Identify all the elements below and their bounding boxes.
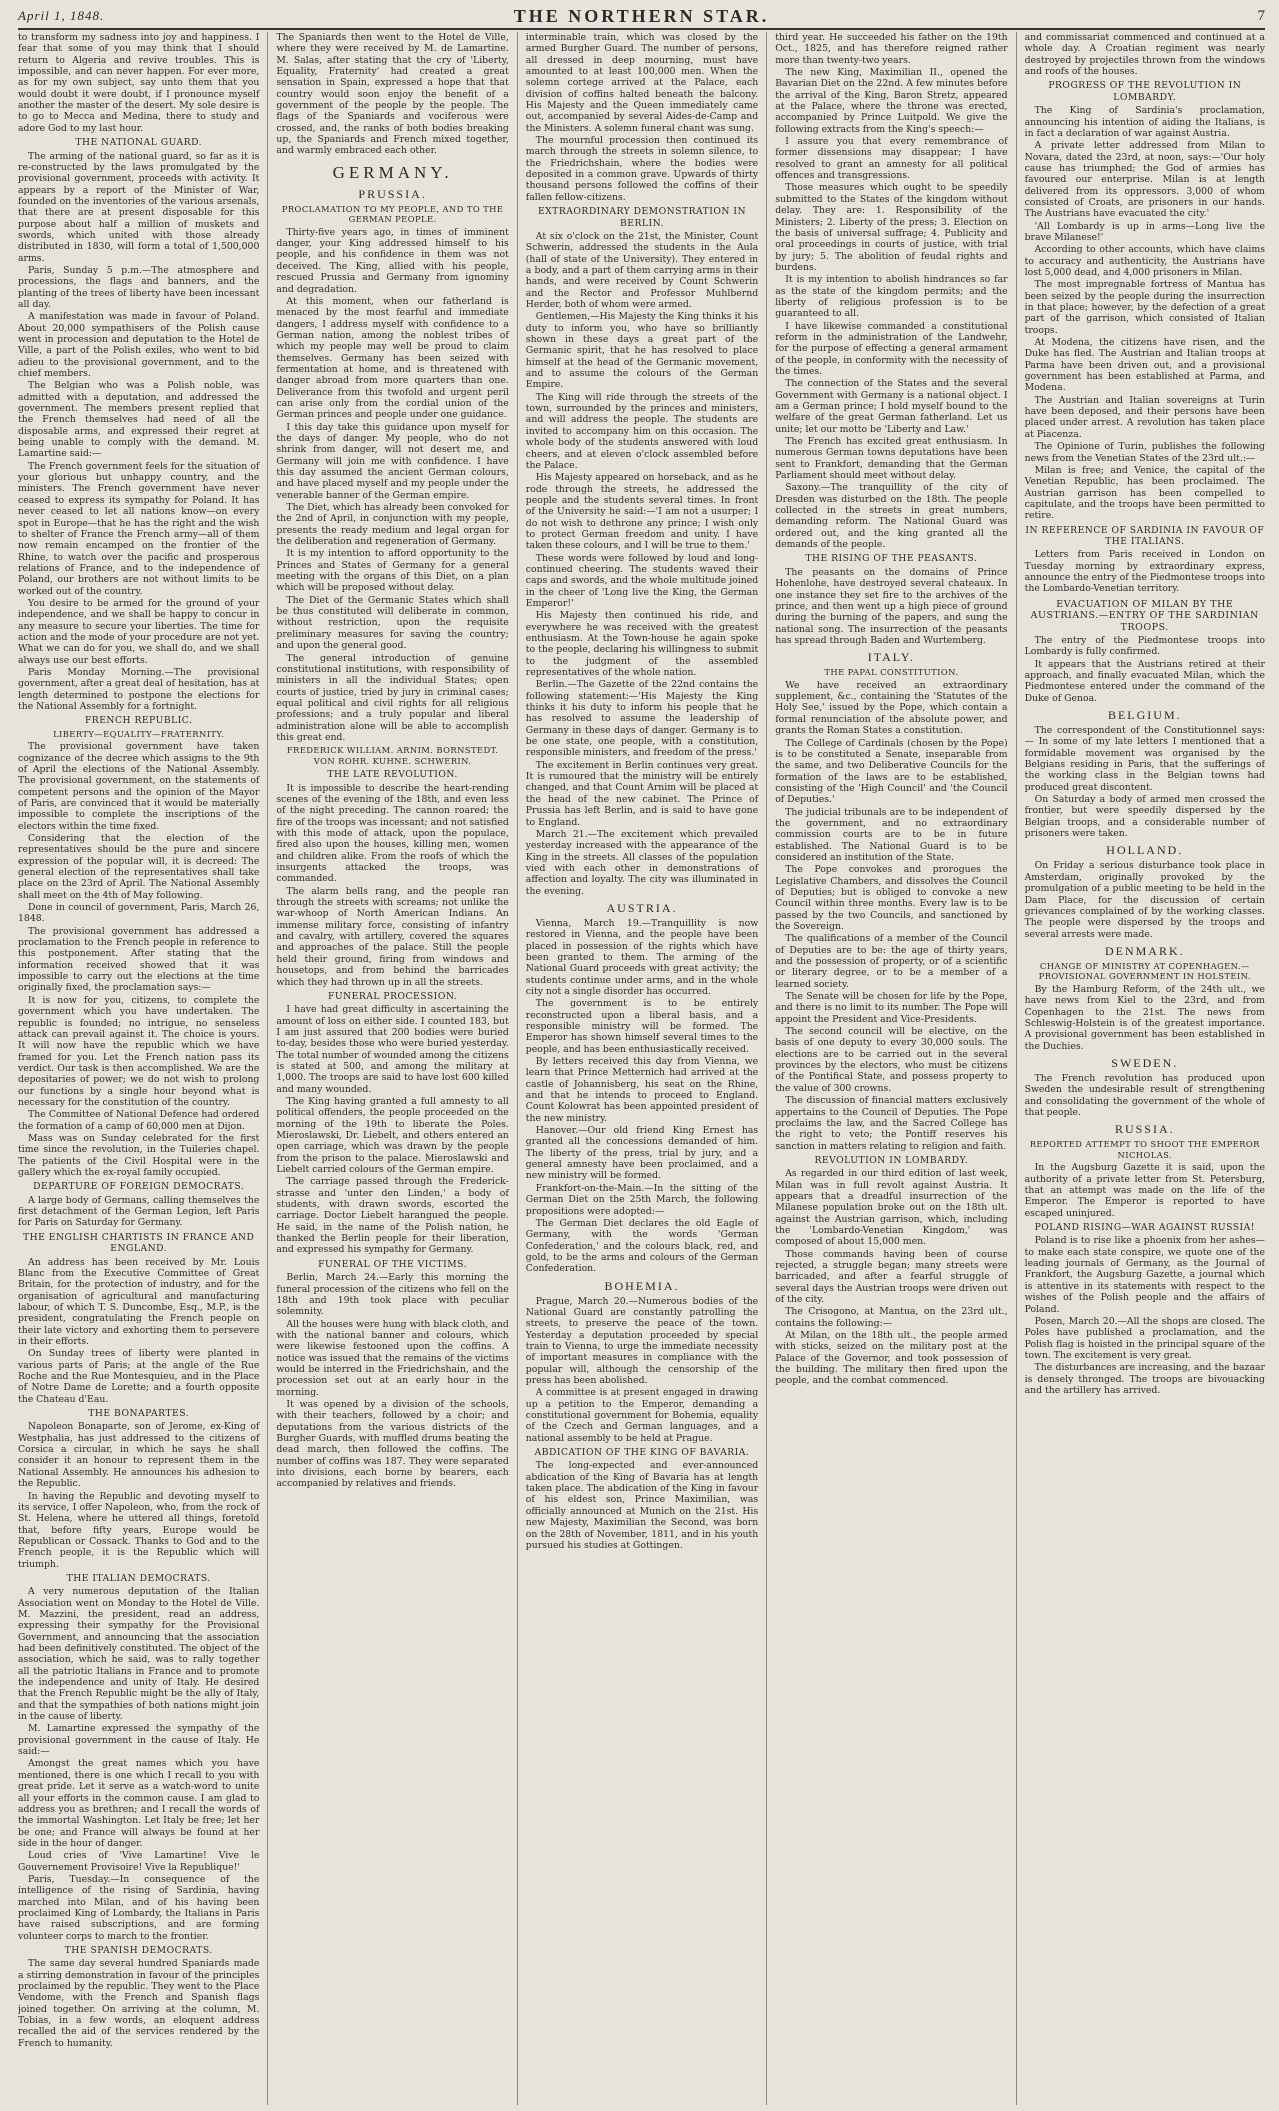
section-heading: THE NATIONAL GUARD. [75, 137, 203, 149]
article-paragraph: A manifestation was made in favour of Poland. About 20,000 sympathisers of the Polish cause went in procession and deputation to the Hotel de Ville, a part of the Polish exiles, who went to bid adieu to the provisional government, and to the chief members. [18, 311, 260, 380]
article-paragraph: On Friday a serious disturbance took place in Amsterdam, originally provoked by the promulgation of a public meeting to be held in the Dam Place, for the discussion of certain grievances complained of by the working classes. The people were dispersed by the troops and several arrests were made. [1024, 860, 1265, 940]
article-paragraph: We have received an extraordinary supplement, &c., containing the 'Statutes of the Holy See,' issued by the Pope, which contain a formal renunciation of the absolute power, and grants the Roman States a constitution. [775, 679, 1008, 737]
country-subheading: AUSTRIA. [606, 900, 678, 915]
article-paragraph: At this moment, when our fatherland is menaced by the most fearful and immediate dangers, I address myself with confidence to a German nation, among the noblest tribes of which my people may well be proud to claim themselves. Germany has been seized with fermentation at home, and is threatened with danger abroad from more quarters than one. Deliverance from this twofold and urgent peril can arise only from the cordial union of the German princes and people under one guidance. [276, 295, 509, 421]
article-paragraph: In having the Republic and devoting myself to its service, I offer Napoleon, who, from the rock of St. Helena, where he uttered all things, foretold that, before fifty years, Europe would be Republican or Cossack. Thanks to God and to the French people, it is the Republic which will triumph. [18, 1490, 260, 1570]
section-heading: EXTRAORDINARY DEMONSTRATION IN BERLIN. [537, 206, 747, 229]
section-heading: REVOLUTION IN LOMBARDY. [814, 1154, 969, 1166]
article-paragraph: A very numerous deputation of the Italian Association went on Monday to the Hotel de Ville. M. Mazzini, the president, read an address, expressing their sympathy for the Provisional Government, and announcing that the association had been definitively constituted. The object of the association, which he said, was to rally together all the patriotic Italians in France and to promote the independence and unity of Italy. He desired that the French Republic might be the ally of Italy, and that the sympathies of both nations might join in the cause of liberty. [18, 1586, 260, 1723]
country-heading: GERMANY. [332, 162, 453, 182]
article-paragraph: Paris, Sunday 5 p.m.—The atmosphere and processions, the flags and banners, and the planting of the trees of liberty have been incessant all day. [18, 264, 260, 310]
article-paragraph: The second council will be elective, on the basis of one deputy to every 30,000 souls. The elections are to be carried out in the several provinces by the electors, who must be citizens of the Pontifical State, and possess property to the value of 300 crowns. [775, 1026, 1008, 1094]
masthead [18, 4, 1265, 30]
article-paragraph: Loud cries of 'Vive Lamartine! Vive le Gouvernement Provisoire! Vive la Republique!' [18, 1850, 260, 1873]
article-paragraph: The Diet of the Germanic States which shall be thus constituted will deliberate in common, without restriction, upon the requisite preliminary measures for saving the country; and upon the general good. [276, 594, 509, 652]
article-paragraph: At Modena, the citizens have risen, and the Duke has fled. The Austrian and Italian troops at Parma have been driven out, and a provisional government has been established at Parma, and Modena. [1024, 337, 1265, 394]
article-paragraph: The French government feels for the situation of your glorious but unhappy country, and the ministers. The French government have never ceased to express its sympathy for Poland. It has never ceased to let all nations know—on every spot in Europe—that he has the right and the wish to shelter of France the French army—all of them now remain encamped on the frontier of the Rhine, to watch over the pacific and prosperous relations of France, and to the independence of Poland, our brothers are not without limits to be worked out of the country. [18, 460, 260, 597]
article-paragraph: By letters received this day from Vienna, we learn that Prince Metternich had arrived at the castle of Johannisberg, his seat on the Rhine, and that he intends to proceed to England. Count Kolowrat has been appointed president of the new ministry. [525, 1056, 759, 1124]
article-paragraph: The excitement in Berlin continues very great. It is rumoured that the ministry will be entirely changed, and that Count Arnim will be placed at the head of the new cabinet. The Prince of Prussia has left Berlin, and is said to have gone to England. [525, 759, 759, 828]
article-paragraph: Thirty-five years ago, in times of imminent danger, your King addressed himself to his people, and his confidence in them was not deceived. The King, allied with his people, rescued Prussia and Germany from ignominy and degradation. [276, 226, 509, 295]
section-heading: FUNERAL OF THE VICTIMS. [318, 1258, 468, 1270]
article-paragraph: In the Augsburg Gazette it is said, upon the authority of a private letter from St. Petersburg, that an attempt was made on the life of the Emperor. The Emperor is reported to have escaped uninjured. [1024, 1162, 1265, 1219]
article-paragraph: His Majesty appeared on horseback, and as he rode through the streets, he addressed the people and the students several times. In front of the University he said:—'I am not a usurper; I do not wish to dethrone any prince; I wish only to protect German freedom and unity. I have taken these colours, and I will be true to them.' [525, 472, 759, 552]
article-paragraph: Mass was on Sunday celebrated for the first time since the revolution, in the Tuileries chapel. The patients of the Civil Hospital were in the gallery which the ex-royal family occupied. [18, 1132, 260, 1178]
article-paragraph: The entry of the Piedmontese troops into Lombardy is fully confirmed. [1024, 634, 1265, 658]
article-paragraph: The same day several hundred Spaniards made a stirring demonstration in favour of the principles proclaimed by the republic. They went to the Place Vendome, with the French and Spanish flags joined together. On arriving at the column, M. Tobias, in a few words, an eloquent address recalled the aid of the services rendered by the French to humanity. [18, 1958, 260, 2049]
newspaper-title: THE NORTHERN STAR. [513, 5, 770, 26]
article-paragraph: Vienna, March 19.—Tranquillity is now restored in Vienna, and the people have been placed in possession of the rights which have been granted to them. The arming of the National Guard proceeds with great activity; the students continue under arms, and in the whole city not a single disorder has occurred. [525, 917, 759, 997]
section-heading: THE LATE REVOLUTION. [327, 769, 458, 781]
article-paragraph: The mournful procession then continued its march through the streets in solemn silence, to the Friedrichshain, where the bodies were deposited in a common grave. Upwards of thirty thousand persons followed the coffins of their fallen fellow-citizens. [525, 135, 759, 203]
article-paragraph: His Majesty then continued his ride, and everywhere he was received with the greatest enthusiasm. At the Town-house he again spoke to the people, declaring his willingness to submit to the judgment of the assembled representatives of the whole nation. [525, 610, 759, 679]
section-heading: THE SPANISH DEMOCRATS. [64, 1944, 213, 1956]
article-paragraph: The King will ride through the streets of the town, surrounded by the princes and ministers, and will address the people. The students are invited to accompany him on this occasion. The whole body of the students answered with loud cheers, and at eleven o'clock assembled before the Palace. [525, 391, 759, 471]
article-paragraph: The Pope convokes and prorogues the Legislative Chambers, and dissolves the Council of Deputies; but is obliged to convoke a new Council within three months. Every law is to be passed by the two Councils, and sanctioned by the Sovereign. [775, 864, 1008, 932]
page-number: 7 [1257, 7, 1265, 24]
article-paragraph: It was opened by a division of the schools, with their teachers, followed by a choir; and deputations from the various districts of the Burgher Guards, with muffled drums beating the dead march, then followed the coffins. The number of coffins was 187. They were separated into divisions, each borne by bearers, each accompanied by relatives and friends. [276, 1399, 509, 1490]
section-heading: PROGRESS OF THE REVOLUTION IN LOMBARDY. [1048, 80, 1242, 103]
article-paragraph: The Belgian who was a Polish noble, was admitted with a deputation, and addressed the government. The members present replied that the French themselves had need of all the disposable arms, and expressed their regret at being unable to comply with the demand. M. Lamartine said:— [18, 380, 260, 460]
article-paragraph: The Diet, which has already been convoked for the 2nd of April, in conjunction with my people, presents the ready medium and legal organ for the deliberation and regeneration of Germany. [276, 502, 509, 548]
article-paragraph: Considering that the election of the representatives should be the pure and sincere expression of the popular will, it is decreed: The general election of the representatives shall take place on the 23rd of April. The National Assembly shall meet on the 4th of May following. [18, 833, 260, 901]
article-paragraph: The Senate will be chosen for life by the Pope, and there is no limit to its number. The Pope will appoint the President and Vice-Presidents. [775, 991, 1008, 1025]
article-paragraph: As regarded in our third edition of last week, Milan was in full revolt against Austria. It appears that a dreadful insurrection of the Milanese population broke out on the 18th ult. against the Austrian garrison, which, including the 'Lombardo-Venetian Kingdom,' was composed of about 15,000 men. [775, 1168, 1008, 1248]
article-paragraph: The judicial tribunals are to be independent of the government, and no extraordinary commission courts are to be in future established. The National Guard is to be considered an institution of the State. [775, 806, 1008, 863]
article-paragraph: The disturbances are increasing, and the bazaar is densely thronged. The troops are bivouacking and the artillery has arrived. [1024, 1362, 1265, 1396]
article-paragraph: The French has excited great enthusiasm. In numerous German towns deputations have been sent to Frankfort, demanding that the German Parliament should meet without delay. [775, 436, 1008, 482]
article-paragraph: The carriage passed through the Frederick-strasse and 'unter den Linden,' a body of students, with drawn swords, escorted the carriage. Doctor Liebelt harangued the people. He said, in the name of the Polish nation, he thanked the Berlin people for their liberation, and expressed his sympathy for Germany. [276, 1176, 509, 1256]
article-paragraph: The Austrian and Italian sovereigns at Turin have been deposed, and their persons have been placed under arrest. A revolution has taken place at Piacenza. [1024, 394, 1265, 440]
subheading: THE PAPAL CONSTITUTION. [824, 667, 959, 678]
article-paragraph: The King of Sardinia's proclamation, announcing his intention of aiding the Italians, is in fact a declaration of war against Austria. [1024, 105, 1265, 139]
article-paragraph: The College of Cardinals (chosen by the Pope) is to be constituted a Senate, inseparable from the same, and two Deliberative Councils for the formation of the laws are to be established, consisting of the 'High Council' and 'the Council of Deputies.' [775, 737, 1008, 806]
section-heading: THE BONAPARTES. [88, 1408, 190, 1420]
article-paragraph: I this day take this guidance upon myself for the days of danger. My people, who do not shrink from danger, will not desert me, and Germany will join me with confidence. I have this day assumed the ancient German colours, and have placed myself and my people under the venerable banner of the German empire. [276, 421, 509, 501]
article-paragraph: M. Lamartine expressed the sympathy of the provisional government in the cause of Italy. He said:— [18, 1723, 260, 1758]
article-paragraph: The long-expected and ever-announced abdication of the King of Bavaria has at length taken place. The abdication of the King in favour of his eldest son, Prince Maximilian, was officially announced at Munich on the 21st. His new Majesty, Maximilian the Second, was born on the 28th of November, 1811, and in his youth pursued his studies at Gottingen. [525, 1460, 759, 1551]
country-subheading: HOLLAND. [1106, 843, 1184, 858]
article-paragraph: Those commands having been of course rejected, a struggle began; many streets were barricaded, and after a fearful struggle of several days the Austrian troops were driven out of the city. [775, 1248, 1008, 1306]
article-paragraph: Those measures which ought to be speedily submitted to the States of the kingdom without delay. They are: 1. Responsibility of the Ministers; 2. Liberty of the press; 3. Election on the basis of universal suffrage; 4. Publicity and oral proceedings in courts of justice, with trial by jury; 5. The abolition of feudal rights and burdens. [775, 182, 1008, 273]
article-paragraph: A large body of Germans, calling themselves the first detachment of the German Legion, left Paris for Paris on Saturday for Germany. [18, 1194, 260, 1229]
article-paragraph: At six o'clock on the 21st, the Minister, Count Schwerin, addressed the students in the Aula (hall of state of the University). They entered in a body, and a part of them carrying arms in their hands, and were received by Count Schwerin and the Rector and Professor Muhlbernd Herder, both of whom were armed. [525, 230, 759, 311]
article-paragraph: It is my intention to afford opportunity to the Princes and States of Germany for a general meeting with the organs of this Diet, on a plan which will be proposed without delay. [276, 548, 509, 594]
section-heading: THE RISING OF THE PEASANTS. [805, 553, 978, 565]
article-paragraph: The Committee of National Defence had ordered the formation of a camp of 60,000 men at Dijon. [18, 1109, 260, 1132]
article-paragraph: On Saturday a body of armed men crossed the frontier, but were speedily dispersed by the Belgian troops, and a considerable number of prisoners were taken. [1024, 794, 1265, 840]
column-4 [766, 32, 1015, 2105]
article-paragraph: The King having granted a full amnesty to all political offenders, the people proceeded on the morning of the 19th to liberate the Poles. Mieroslawski, Dr. Liebelt, and others entered an open carriage, which was drawn by the people from the prison to the palace. Mieroslawski and Liebelt carried colours of the German empire. [276, 1096, 509, 1176]
issue-date: April 1, 1848. [18, 8, 105, 23]
section-heading: THE ENGLISH CHARTISTS IN FRANCE AND ENGLAND. [23, 1231, 255, 1255]
article-paragraph: You desire to be armed for the ground of your independence, and we shall be happy to concur in any measure to secure your liberties. The time for action and the mode of your procedure are not yet. What we can do for you, we shall do, and we shall always use our best efforts. [18, 597, 260, 666]
article-paragraph: The government is to be entirely reconstructed upon a liberal basis, and a responsible ministry will be formed. The Emperor has shown himself several times to the people, and has been enthusiastically received. [525, 998, 759, 1055]
article-paragraph: Berlin, March 24.—Early this morning the funeral procession of the citizens who fell on the 18th and 19th took place with peculiar solemnity. [276, 1272, 509, 1318]
article-paragraph: A private letter addressed from Milan to Novara, dated the 23rd, at noon, says:—'Our holy cause has triumphed; the God of armies has favoured our enterprise. Milan is at length delivered from its oppressors. 3,000 of whom consisted of Croats, are prisoners in our hands. The Austrians have evacuated the city.' [1024, 140, 1265, 220]
article-paragraph: At Milan, on the 18th ult., the people armed with sticks, seized on the military post at the Palace of the Governor, and took possession of the building. The military then fired upon the people, and the combat commenced. [775, 1330, 1008, 1387]
section-heading: THE ITALIAN DEMOCRATS. [66, 1572, 211, 1584]
article-paragraph: The connection of the States and the several Government with Germany is a national object. I am a German prince; I hold myself bound to the welfare of the great German fatherland. Let us unite; let our motto be 'Liberty and Law.' [775, 378, 1008, 435]
country-subheading: BELGIUM. [1107, 708, 1182, 723]
article-paragraph: Paris Monday Morning.—The provisional government, after a great deal of hesitation, has at length determined to postpone the elections for the National Assembly for a fortnight. [18, 666, 260, 712]
section-heading: ABDICATION OF THE KING OF BAVARIA. [534, 1447, 750, 1459]
article-paragraph: The correspondent of the Constitutionnel says:— In some of my late letters I mentioned that a formidable movement was organised by the Belgians residing in Paris, that the sufferings of the working class in the Belgian towns had produced great discontent. [1024, 725, 1265, 793]
article-paragraph: I assure you that every remembrance of former dissensions may disappear; I have resolved to grant an amnesty for all political offences and transgressions. [775, 136, 1008, 182]
article-paragraph: It is my intention to abolish hindrances so far as the state of the kingdom permits; and the liberty of religious profession is to be guaranteed to all. [775, 274, 1008, 320]
article-paragraph: Saxony.—The tranquillity of the city of Dresden was disturbed on the 18th. The people collected in the streets in great numbers, demanding reform. The National Guard was ordered out, and the king granted all the demands of the people. [775, 482, 1008, 551]
caps-headline: EVACUATION OF MILAN BY THE AUSTRIANS.—ENTRY OF THE SARDINIAN TROOPS. [1030, 598, 1259, 633]
article-paragraph: Gentlemen,—His Majesty the King thinks it his duty to inform you, who have so brilliantly shown in these days a great part of the Germanic spirit, that he has resolved to place himself at the head of the Germanic movement, and to assume the colours of the German Empire. [525, 311, 759, 391]
article-paragraph: I have likewise commanded a constitutional reform in the administration of the Landwehr, for the purpose of effecting a general armament of the people, in conformity with the necessity of the times. [775, 320, 1008, 377]
section-heading: FUNERAL PROCESSION. [327, 990, 458, 1002]
country-subheading: DENMARK. [1104, 943, 1185, 958]
article-paragraph: A committee is at present engaged in drawing up a petition to the Emperor, demanding a constitutional government for Bohemia, equality of the Czech and German languages, and a national assembly to be held at Prague. [525, 1387, 759, 1444]
article-paragraph: All the houses were hung with black cloth, and with the national banner and colours, which were likewise festooned upon the coffins. A notice was issued that the remains of the victims would be interred in the Friedrichshain, and the procession set out at an early hour in the morning. [276, 1318, 509, 1398]
country-subheading: SWEDEN. [1111, 1055, 1179, 1070]
article-paragraph: Done in council of government, Paris, March 26, 1848. [18, 902, 260, 925]
country-subheading: PRUSSIA. [358, 186, 427, 201]
article-paragraph: The peasants on the domains of Prince Hohenlohe, have destroyed several chateaux. In one instance they set fire to the archives of the prince, and then went up a high piece of ground during the burning of the papers, and sung the national song. The insurrection of the peasants has spread through Baden and Wurtemberg. [775, 566, 1008, 646]
article-paragraph: Berlin.—The Gazette of the 22nd contains the following statement:—'His Majesty the King thinks it his duty to inform his people that he has resolved to assume the leadership of Germany in these days of danger. Germany is to be one state, one people, with a constitution, responsible ministers, and freedom of the press.' [525, 679, 759, 759]
article-paragraph: The general introduction of genuine constitutional institutions, with responsibility of ministers in all the individual States; open courts of justice, tried by jury in criminal cases; equal political and civil rights for all religious professions; and a truly popular and liberal administration alone will be able to accomplish this great end. [276, 652, 509, 743]
article-paragraph: The Spaniards then went to the Hotel de Ville, where they were received by M. de Lamartine. M. Salas, after stating that the cry of 'Liberty, Equality, Fraternity' had created a great sensation in Spain, expressed a hope that that country would soon enjoy the benefit of a government of the people by the people. The flags of the Spaniards and vociferous were crossed, and, the ranks of both bodies breaking up, the Spaniards and French mixed together, and warmly embraced each other. [276, 32, 509, 157]
column-1 [18, 32, 267, 2105]
article-paragraph: The French revolution has produced upon Sweden the undesirable result of strengthening and consolidating the government of the whole of that people. [1024, 1072, 1265, 1118]
article-paragraph: These words were followed by loud and long-continued cheering. The students waved their caps and swords, and the whole multitude joined in the cheer of 'Long live the King, the German Emperor!' [525, 552, 759, 609]
article-paragraph: Prague, March 20.—Numerous bodies of the National Guard are constantly patrolling the streets, to preserve the peace of the town. Yesterday a deputation proceeded by special train to Vienna, to urge the immediate necessity of important measures in compliance with the popular will, although the censorship of the press has been abolished. [525, 1295, 759, 1386]
section-heading: IN REFERENCE OF SARDINIA IN FAVOUR OF THE ITALIANS. [1025, 524, 1265, 547]
article-paragraph: According to other accounts, which have claims to accuracy and authenticity, the Austrians have lost 5,000 dead, and 4,000 prisoners in Milan. [1024, 244, 1265, 278]
subheading: PROCLAMATION TO MY PEOPLE, AND TO THE GERMAN PEOPLE. [281, 203, 504, 225]
article-paragraph: Milan is free; and Venice, the capital of the Venetian Republic, has been proclaimed. The Austrian garrison has been compelled to capitulate, and the troops have been permitted to retire. [1024, 464, 1265, 522]
subheading: LIBERTY—EQUALITY—FRATERNITY. [53, 728, 225, 739]
article-paragraph: Letters from Paris received in London on Tuesday morning by extraordinary express, announce the entry of the Piedmontese troops into the Lombardo-Venetian territory. [1024, 549, 1265, 595]
article-paragraph: Frankfort-on-the-Main.—In the sitting of the German Diet on the 25th March, the following propositions were adopted:— [525, 1182, 759, 1217]
article-paragraph: The most impregnable fortress of Mantua has been seized by the people during the insurrection in that place; however, by the defection of a great part of the garrison, which consisted of Italian troops. [1024, 279, 1265, 336]
article-paragraph: The Opinione of Turin, publishes the following news from the Venetian States of the 23rd ult.:— [1024, 441, 1265, 464]
article-paragraph: The qualifications of a member of the Council of Deputies are to be: the age of thirty years, and the possession of property, or of a scientific or literary degree, or to be a member of a learned society. [775, 933, 1008, 990]
subheading: FREDERICK WILLIAM. ARNIM. BORNSTEDT. VON ROHR. KUHNE. SCHWERIN. [286, 745, 499, 766]
section-heading: DEPARTURE OF FOREIGN DEMOCRATS. [33, 1181, 245, 1193]
subheading: REPORTED ATTEMPT TO SHOOT THE EMPEROR NICHOLAS. [1029, 1139, 1260, 1160]
article-paragraph: to transform my sadness into joy and happiness. I fear that some of you may think that I should return to Algeria and revive troubles. This is impossible, and can never happen. For ever more, as for my own subject, say unto them that you would doubt it were doubt, if I pronounce myself another the master of the desert. My sole desire is to go to Mecca and Medina, there to study and adore God to my last hour. [18, 32, 260, 134]
article-paragraph: I have had great difficulty in ascertaining the amount of loss on either side. I counted 183, but I am just assured that 200 bodies were buried to-day, besides those who were buried yesterday. The total number of wounded among the citizens is stated at 500, and among the military at 1,000. The troops are said to have lost 600 killed and many wounded. [276, 1004, 509, 1095]
article-paragraph: On Sunday trees of liberty were planted in various parts of Paris; at the angle of the Rue Roche and the Rue Montesquieu, and in the Place of Notre Dame de Lorette; and a fourth opposite the Chateau d'Eau. [18, 1348, 260, 1405]
article-paragraph: The new King, Maximilian II., opened the Bavarian Diet on the 22nd. A few minutes before the arrival of the King, Baron Stretz, appeared at the Palace, where the throne was erected, accompanied by Prince Luitpold. We give the following extracts from the King's speech:— [775, 67, 1008, 135]
article-paragraph: An address has been received by Mr. Louis Blanc from the Executive Committee of Great Britain, for the protection of industry, and for the organisation of agricultural and manufacturing labour, of which T. S. Duncombe, Esq., M.P., is the president, congratulating the French people on their late victory and exhorting them to persevere in their efforts. [18, 1256, 260, 1347]
subheading: CHANGE OF MINISTRY AT COPENHAGEN.—PROVISIONAL GOVERNMENT IN HOLSTEIN. [1038, 960, 1251, 982]
article-paragraph: Posen, March 20.—All the shops are closed. The Poles have published a proclamation, and the Polish flag is hoisted in the principal square of the town. The excitement is very great. [1024, 1315, 1265, 1361]
text-columns [18, 32, 1265, 2105]
column-3 [517, 32, 766, 2105]
section-heading: FRENCH REPUBLIC. [84, 715, 193, 727]
article-paragraph: The Crisogono, at Mantua, on the 23rd ult., contains the following:— [775, 1306, 1008, 1329]
article-paragraph: The discussion of financial matters exclusively appertains to the Council of Deputies. The Pope proclaims the law, and the Sacred College has the right to veto; the Pontiff reserves his sanction in matters relating to religion and faith. [775, 1095, 1008, 1152]
article-paragraph: Paris, Tuesday.—In consequence of the intelligence of the rising of Sardinia, having marched into Milan, and of his having been proclaimed King of Lombardy, the Italians in Paris have raised subscriptions, and are forming volunteer corps to march to the frontier. [18, 1873, 260, 1942]
country-subheading: BOHEMIA. [604, 1278, 680, 1293]
country-subheading: ITALY. [867, 650, 916, 665]
article-paragraph: The German Diet declares the old Eagle of Germany, with the words 'German Confederation,' and the colours black, red, and gold, to be the arms and colours of the German Confederation. [525, 1217, 759, 1275]
article-paragraph: The alarm bells rang, and the people ran through the streets with screams; not unlike the war-whoop of North American Indians. An immense military force, consisting of infantry and cavalry, with artillery, covered the squares and approaches of the palace. Still the people held their ground, firing from windows and housetops, and from behind the barricades which they had thrown up in all the streets. [276, 885, 509, 988]
column-5 [1016, 32, 1265, 2105]
article-paragraph: The provisional government have taken cognizance of the decree which assigns to the 9th of April the elections of the National Assembly. The provisional government, on the statements of competent persons and the opinion of the Mayor of Paris, are convinced that it would be materially impossible to complete the inscriptions of the electors within the time fixed. [18, 741, 260, 832]
article-paragraph: Hanover.—Our old friend King Ernest has granted all the concessions demanded of him. The liberty of the press, trial by jury, and a general amnesty have been proclaimed, and a new ministry will be formed. [525, 1125, 759, 1182]
article-paragraph: March 21.—The excitement which prevailed yesterday increased with the appearance of the King in the streets. All classes of the population vied with each other in demonstrations of affection and loyalty. The city was illuminated in the evening. [525, 828, 759, 897]
article-paragraph: 'All Lombardy is up in arms—Long live the brave Milanese!' [1024, 220, 1265, 243]
country-subheading: RUSSIA. [1114, 1122, 1175, 1137]
article-paragraph: Amongst the great names which you have mentioned, there is one which I recall to you with great pride. Let it serve as a watch-word to unite all your efforts in the common cause. I am glad to address you as brethren; and I recall the words of the immortal Washington. Let Italy be free; let her be one; and France will always be found at her side in the hour of danger. [18, 1758, 260, 1849]
article-paragraph: The arming of the national guard, so far as it is re-constructed by the laws promulgated by the provisional government, proceeds with activity. It appears by a report of the Minister of War, founded on the inventories of the various arsenals, that there are at present disposable for this purpose about half a million of muskets and swords, which united with those already distributed in 1830, will form a total of 1,500,000 arms. [18, 150, 260, 264]
article-paragraph: By the Hamburg Reform, of the 24th ult., we have news from Kiel to the 23rd, and from Copenhagen to the 21st. The news from Schleswig-Holstein is of the greatest importance. A provisional government has been established in the Duchies. [1024, 983, 1265, 1052]
article-paragraph: The provisional government has addressed a proclamation to the French people in reference to this postponement. After stating that the information received showed that it was impossible to carry out the elections at the time originally fixed, the proclamation says:— [18, 925, 260, 994]
article-paragraph: It is now for you, citizens, to complete the government which you have undertaken. The republic is founded; no intrigue, no senseless attack can prevail against it. The choice is yours. It will now have the republic which we have framed for you. Let the French nation pass its verdict. Our task is then accomplished. We are the depositaries of power; we do not wish to prolong our functions by a single hour beyond what is necessary for the constitution of the country. [18, 994, 260, 1108]
section-heading: POLAND RISING—WAR AGAINST RUSSIA! [1034, 1222, 1255, 1234]
article-paragraph: interminable train, which was closed by the armed Burgher Guard. The number of persons, all dressed in deep mourning, must have amounted to at least 100,000 men. When the solemn cortege arrived at the Palace, each division of coffins halted beneath the balcony. His Majesty and the Queen immediately came out, accompanied by several Aides-de-Camp and the Ministers. A solemn funeral chant was sung. [525, 32, 759, 134]
article-paragraph: and commissariat commenced and continued at a whole day. A Croatian regiment was nearly destroyed by projectiles thrown from the windows and roofs of the houses. [1024, 32, 1265, 78]
column-2 [267, 32, 516, 2105]
article-paragraph: third year. He succeeded his father on the 19th Oct., 1825, and has therefore reigned rather more than twenty-two years. [775, 32, 1008, 66]
article-paragraph: It is impossible to describe the heart-rending scenes of the evening of the 18th, and even less of the night preceding. The cannon roared; the fire of the troops was incessant; and not satisfied with this mode of attack, upon the populace, fired also upon the houses, killing men, women and children alike. From the roofs of which the insurgents attacked the troops, was commanded. [276, 782, 509, 885]
article-paragraph: It appears that the Austrians retired at their approach, and finally evacuated Milan, which the Piedmontese entered under the command of the Duke of Genoa. [1024, 658, 1265, 704]
article-paragraph: Napoleon Bonaparte, son of Jerome, ex-King of Westphalia, has just addressed to the citizens of Corsica a circular, in which he says he shall consider it an honour to represent them in the National Assembly. He announces his adhesion to the Republic. [18, 1421, 260, 1490]
article-paragraph: Poland is to rise like a phoenix from her ashes—to make each state conspire, we quote one of the leading journals of Germany, as the Journal of Frankfort, the Augsburg Gazette, a journal which is attentive in its statements with respect to the wishes of the Polish people and the affairs of Poland. [1024, 1235, 1265, 1315]
